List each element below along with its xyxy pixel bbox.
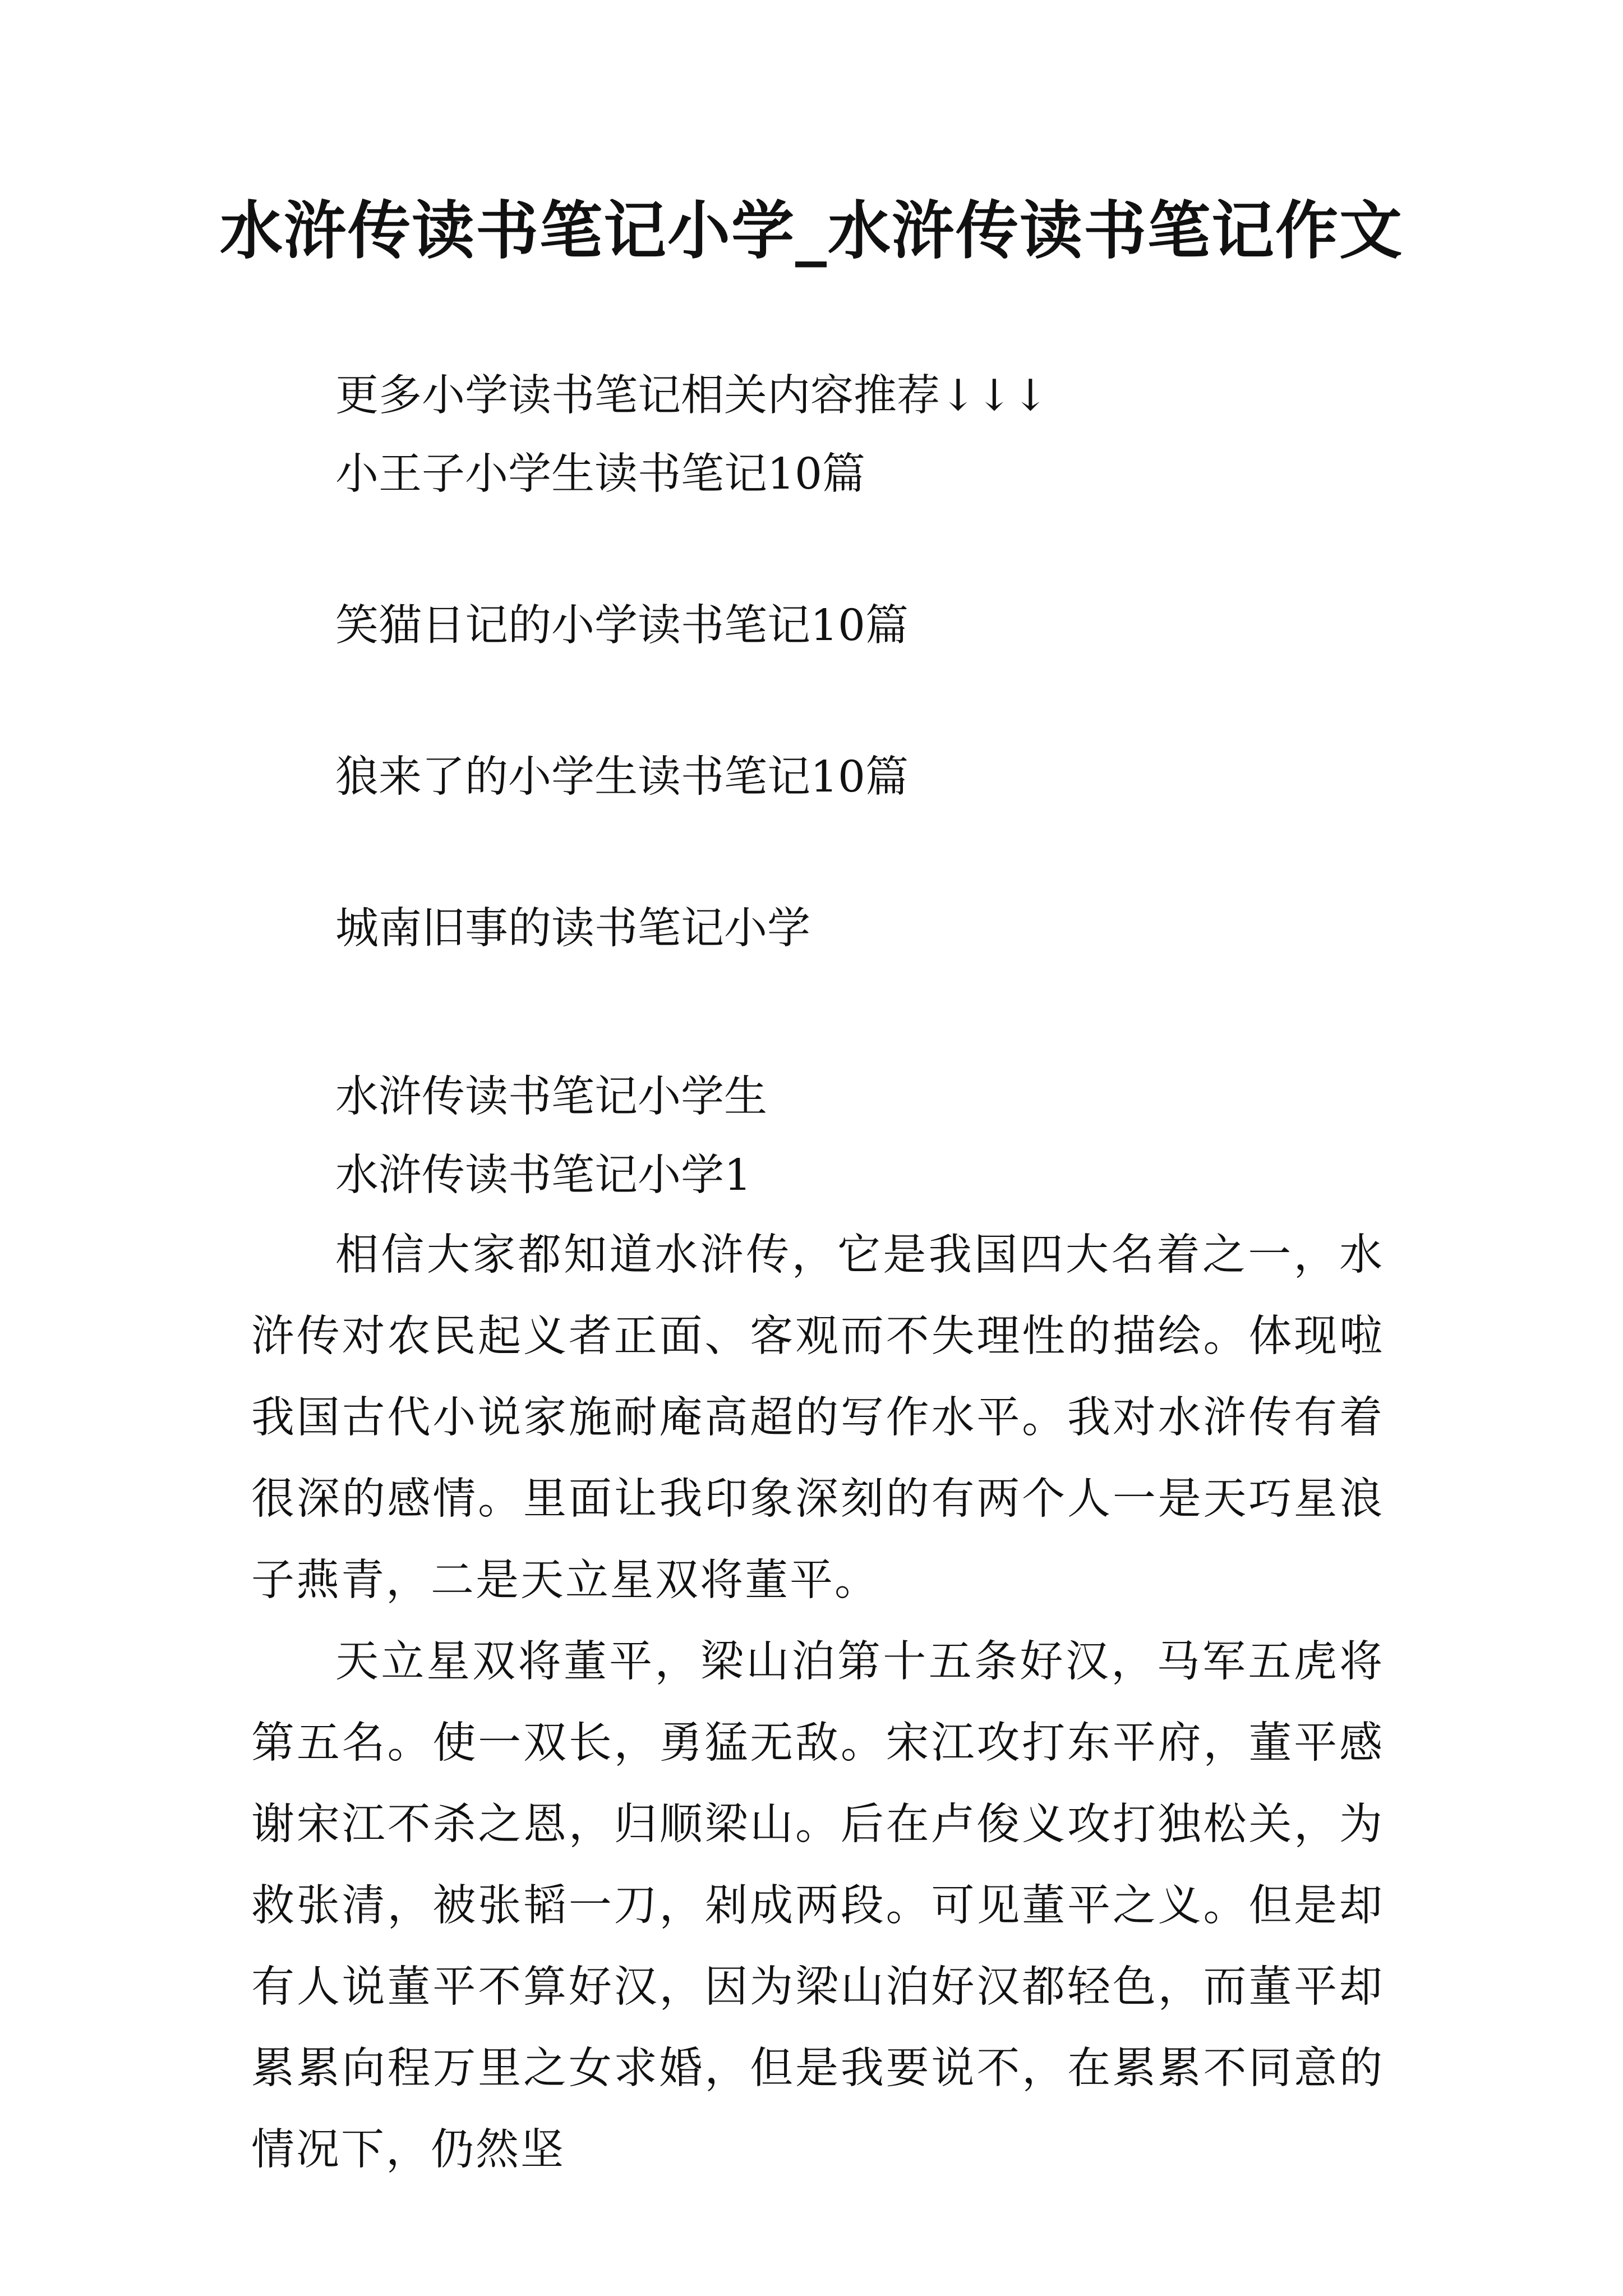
section-heading: 水浒传读书笔记小学生 <box>335 1072 767 1122</box>
subsection-heading: 水浒传读书笔记小学1 <box>335 1151 751 1200</box>
body-paragraph: 相信大家都知道水浒传，它是我国四大名着之一，水浒传对农民起义者正面、客观而不失理性的描绘。体现啦我国古代小说家施耐庵高超的写作水平。我对水浒传有着很深的感情。里面让我印象深刻的有两个人一是天巧星浪子燕青，二是天立星双将董平。 <box>251 1230 1384 1605</box>
recommended-link[interactable]: 笑猫日记的小学读书笔记10篇 <box>335 601 909 651</box>
recommend-heading: 更多小学读书笔记相关内容推荐↓↓↓ <box>335 371 1049 421</box>
recommended-link[interactable]: 狼来了的小学生读书笔记10篇 <box>335 752 909 802</box>
document-title: 水浒传读书笔记小学_水浒传读书笔记作文 <box>220 194 1403 268</box>
recommended-link[interactable]: 城南旧事的读书笔记小学 <box>335 904 810 954</box>
body-paragraph: 天立星双将董平，梁山泊第十五条好汉，马军五虎将第五名。使一双长，勇猛无敌。宋江攻打东平府，董平感谢宋江不杀之恩，归顺梁山。后在卢俊义攻打独松关，为救张清，被张韬一刀，剁成两段。可见董平之义。但是却有人说董平不算好汉，因为梁山泊好汉都轻色，而董平却累累向程万里之女求婚，但是我要说不，在累累不同意的情况下，仍然坚 <box>251 1637 1384 2175</box>
recommended-link[interactable]: 小王子小学生读书笔记10篇 <box>335 449 865 499</box>
